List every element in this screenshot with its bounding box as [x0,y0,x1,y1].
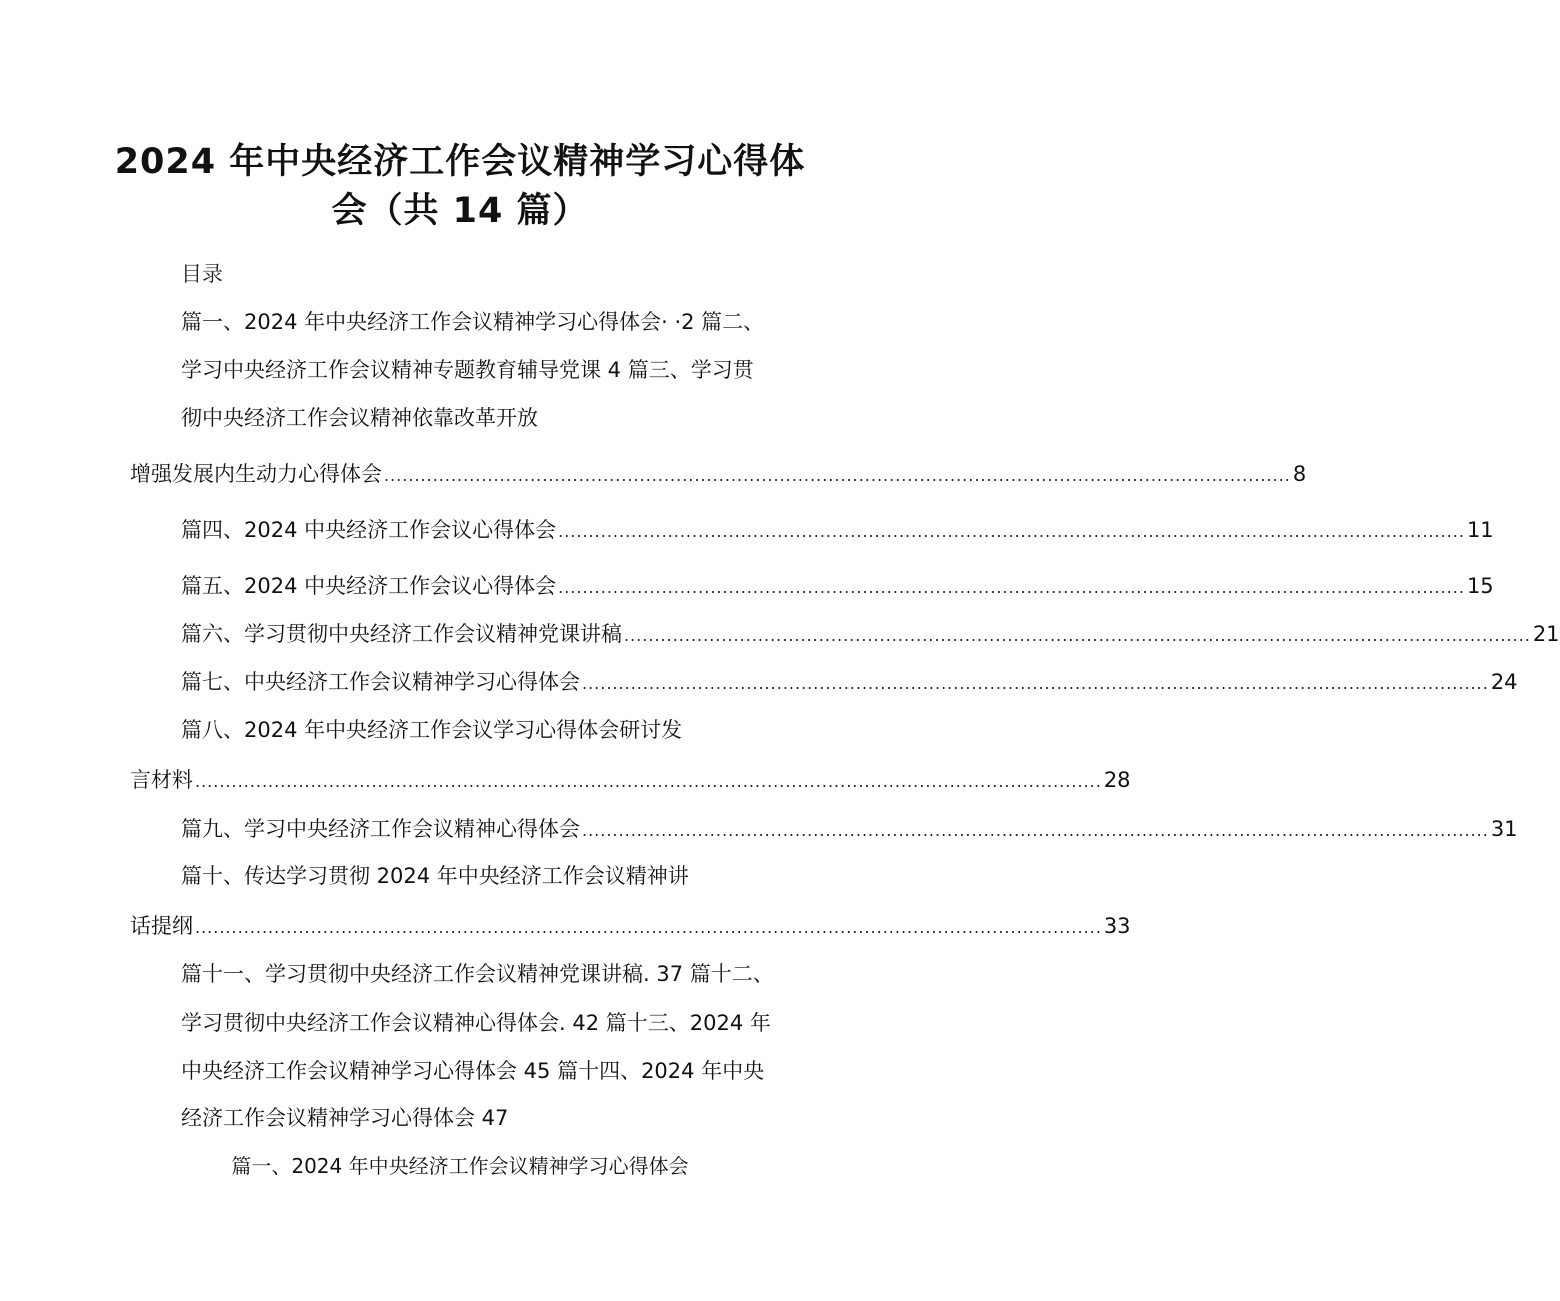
toc-entry-title: 话提纲 [130,914,193,938]
document-title-line-2: 会（共 14 篇） [331,191,589,231]
toc-page-number: 11 [1466,518,1494,542]
toc-line: 彻中央经济工作会议精神依靠改革开放 [181,406,538,430]
toc-entry [181,666,1518,696]
toc-line: 篇一、2024 年中央经济工作会议精神学习心得体会· ·2 篇二、 [181,310,765,334]
toc-leader-dots: ..................................................................................................................................................... [582,674,1489,693]
toc-page-number: 15 [1466,574,1494,598]
toc-leader-dots: ..................................................................................................................................................... [558,522,1465,541]
toc-label: 目录 [181,262,223,286]
toc-entry [181,618,1560,648]
toc-page-number: 31 [1490,817,1518,841]
toc-leader-dots: ..................................................................................................................................................... [195,772,1102,791]
toc-entry-title: 篇六、学习贯彻中央经济工作会议精神党课讲稿 [181,622,622,646]
toc-leader-dots: ..................................................................................................................................................... [558,578,1465,597]
toc-page-number: 24 [1490,670,1518,694]
toc-entry [130,458,1307,488]
toc-leader-dots: ..................................................................................................................................................... [624,626,1531,645]
toc-entry-title: 增强发展内生动力心得体会 [130,462,382,486]
toc-line: 中央经济工作会议精神学习心得体会 45 篇十四、2024 年中央 [181,1059,765,1083]
toc-entry-title: 篇七、中央经济工作会议精神学习心得体会 [181,670,580,694]
toc-line: 篇十、传达学习贯彻 2024 年中央经济工作会议精神讲 [181,864,689,888]
toc-leader-dots: ..................................................................................................................................................... [195,918,1102,937]
toc-entry [130,764,1131,794]
toc-page-number: 28 [1103,768,1131,792]
toc-line: 经济工作会议精神学习心得体会 47 [181,1106,509,1130]
toc-leader-dots: ..................................................................................................................................................... [384,466,1291,485]
toc-entry [130,910,1131,940]
toc-entry [181,813,1518,843]
toc-entry [181,514,1494,544]
toc-leader-dots: ..................................................................................................................................................... [582,821,1489,840]
toc-page-number: 8 [1292,462,1307,486]
document-title-line-1: 2024 年中央经济工作会议精神学习心得体 [114,142,806,182]
section-heading: 篇一、2024 年中央经济工作会议精神学习心得体会 [231,1154,689,1178]
toc-line: 学习贯彻中央经济工作会议精神心得体会. 42 篇十三、2024 年 [181,1011,771,1035]
toc-line: 篇八、2024 年中央经济工作会议学习心得体会研讨发 [181,718,683,742]
toc-entry-title: 篇五、2024 中央经济工作会议心得体会 [181,574,557,598]
toc-entry-title: 篇四、2024 中央经济工作会议心得体会 [181,518,557,542]
toc-entry-title: 言材料 [130,768,193,792]
toc-page-number: 21 [1532,622,1560,646]
toc-line: 篇十一、学习贯彻中央经济工作会议精神党课讲稿. 37 篇十二、 [181,962,774,986]
toc-line: 学习中央经济工作会议精神专题教育辅导党课 4 篇三、学习贯 [181,358,754,382]
toc-page-number: 33 [1103,914,1131,938]
toc-entry [181,570,1494,600]
toc-entry-title: 篇九、学习中央经济工作会议精神心得体会 [181,817,580,841]
